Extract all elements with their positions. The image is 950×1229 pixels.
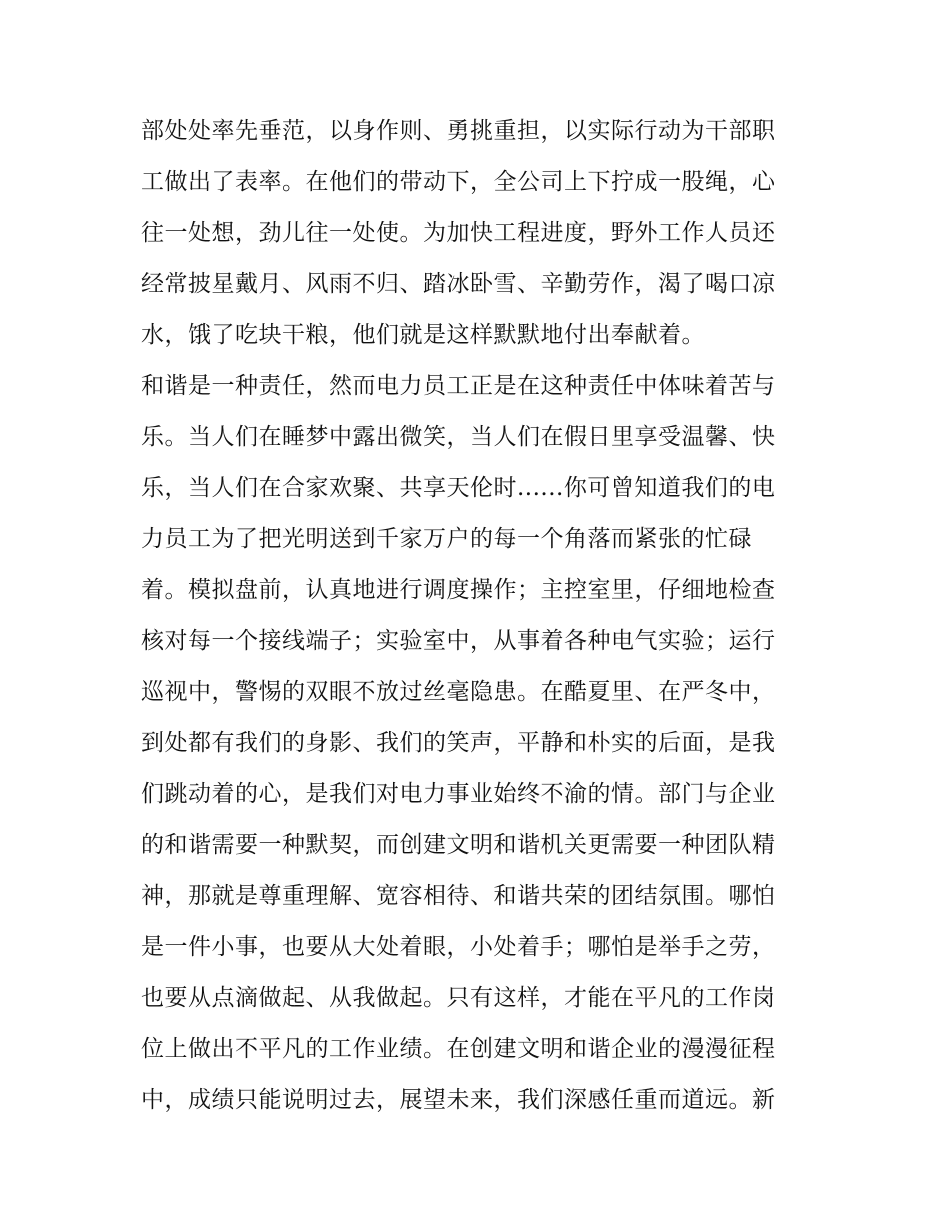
text-line: 位上做出不平凡的工作业绩。在创建文明和谐企业的漫漫征程: [141, 1036, 776, 1062]
text-line: 巡视中，警惕的双眼不放过丝毫隐患。在酷夏里、在严冬中，: [141, 679, 776, 705]
text-line: 工做出了表率。在他们的带动下，全公司上下拧成一股绳，心: [141, 169, 776, 195]
text-line: 往一处想，劲儿往一处使。为加快工程进度，野外工作人员还: [141, 220, 776, 246]
text-line: 着。模拟盘前，认真地进行调度操作；主控室里，仔细地检查: [141, 577, 776, 603]
text-line: 部处处率先垂范，以身作则、勇挑重担，以实际行动为干部职: [141, 118, 776, 144]
text-line: 也要从点滴做起、从我做起。只有这样，才能在平凡的工作岗: [141, 985, 776, 1011]
text-line: 是一件小事，也要从大处着眼，小处着手；哪怕是举手之劳，: [141, 934, 776, 960]
text-line: 到处都有我们的身影、我们的笑声，平静和朴实的后面，是我: [141, 730, 776, 756]
text-line: 力员工为了把光明送到千家万户的每一个角落而紧张的忙碌: [141, 526, 752, 552]
text-line: 核对每一个接线端子；实验室中，从事着各种电气实验；运行: [141, 628, 776, 654]
text-line: 们跳动着的心，是我们对电力事业始终不渝的情。部门与企业: [141, 781, 776, 807]
body-text: [141, 106, 821, 1126]
text-line: 经常披星戴月、风雨不归、踏冰卧雪、辛勤劳作，渴了喝口凉: [141, 271, 776, 297]
text-line: 乐。当人们在睡梦中露出微笑，当人们在假日里享受温馨、快: [141, 424, 776, 450]
text-line: 的和谐需要一种默契，而创建文明和谐机关更需要一种团队精: [141, 832, 776, 858]
text-line: 中，成绩只能说明过去，展望未来，我们深感任重而道远。新: [141, 1087, 776, 1113]
text-line: 神，那就是尊重理解、宽容相待、和谐共荣的团结氛围。哪怕: [141, 883, 776, 909]
text-line: 水，饿了吃块干粮，他们就是这样默默地付出奉献着。: [141, 322, 705, 348]
text-line: 乐，当人们在合家欢聚、共享天伦时......你可曾知道我们的电: [141, 475, 776, 501]
text-line: 和谐是一种责任，然而电力员工正是在这种责任中体味着苦与: [141, 373, 776, 399]
